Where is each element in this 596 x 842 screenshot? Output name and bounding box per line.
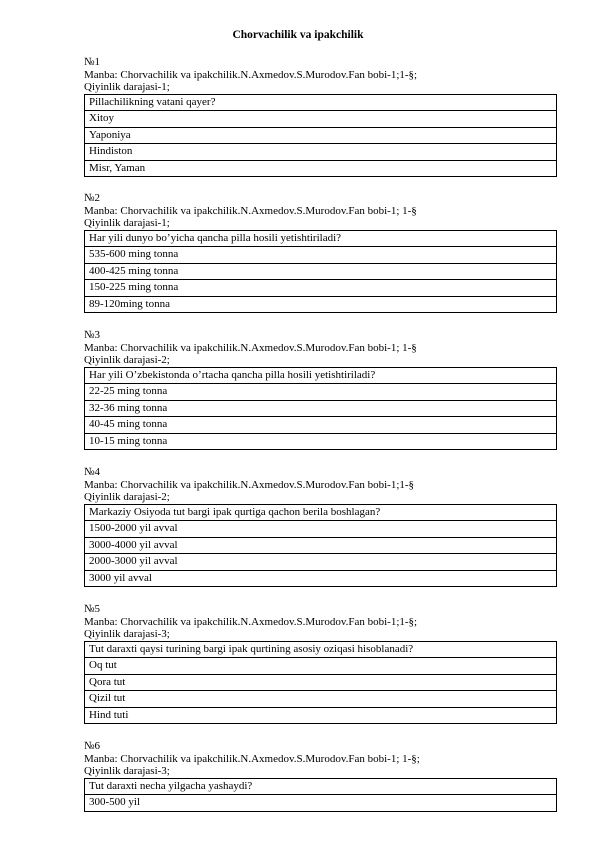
question-source: Manba: Chorvachilik va ipakchilik.N.Axmedov.S.Murodov.Fan bobi-1;1-§; [84, 615, 418, 628]
question-level: Qiyinlik darajasi-1; [84, 81, 170, 93]
question-level: Qiyinlik darajasi-3; [84, 628, 170, 640]
question-block-2 [84, 192, 557, 313]
question-block-5 [84, 603, 557, 724]
answer-option: 400-425 ming tonna [85, 263, 557, 280]
question-block-4 [84, 466, 557, 587]
question-source: Manba: Chorvachilik va ipakchilik.N.Axmedov.S.Murodov.Fan bobi-1;1-§ [84, 478, 415, 491]
question-text: Markaziy Osiyoda tut bargi ipak qurtiga qachon berila boshlagan? [85, 504, 557, 521]
question-source: Manba: Chorvachilik va ipakchilik.N.Axmedov.S.Murodov.Fan bobi-1; 1-§ [84, 341, 417, 354]
question-number: №6 [84, 740, 100, 752]
answer-option: Xitoy [85, 111, 557, 128]
question-meta [84, 466, 557, 504]
question-level: Qiyinlik darajasi-1; [84, 217, 170, 229]
answer-option: Misr, Yaman [85, 160, 557, 177]
answer-option: 150-225 ming tonna [85, 280, 557, 297]
question-block-1 [84, 56, 557, 177]
answer-option: Oq tut [85, 658, 557, 675]
question-table [84, 94, 557, 178]
answer-option: 32-36 ming tonna [85, 400, 557, 417]
question-meta [84, 740, 557, 778]
answer-option: Hind tuti [85, 707, 557, 724]
question-number: №5 [84, 603, 100, 615]
question-table [84, 641, 557, 725]
answer-option: 2000-3000 yil avval [85, 554, 557, 571]
question-meta [84, 329, 557, 367]
question-level: Qiyinlik darajasi-2; [84, 491, 170, 503]
question-number: №3 [84, 329, 100, 341]
question-text: Har yili dunyo bo’yicha qancha pilla hosili yetishtiriladi? [85, 230, 557, 247]
question-meta [84, 56, 557, 94]
question-table [84, 778, 557, 812]
question-level: Qiyinlik darajasi-2; [84, 354, 170, 366]
question-text: Tut daraxti necha yilgacha yashaydi? [85, 778, 557, 795]
answer-option: 300-500 yil [85, 795, 557, 812]
answer-option: Hindiston [85, 144, 557, 161]
question-meta [84, 192, 557, 230]
question-table [84, 230, 557, 314]
question-number: №1 [84, 56, 100, 68]
answer-option: 3000-4000 yil avval [85, 537, 557, 554]
document-title: Chorvachilik va ipakchilik [232, 29, 364, 41]
answer-option: 3000 yil avval [85, 570, 557, 587]
question-number: №4 [84, 466, 100, 478]
question-level: Qiyinlik darajasi-3; [84, 765, 170, 777]
answer-option: 10-15 ming tonna [85, 433, 557, 450]
answer-option: 40-45 ming tonna [85, 417, 557, 434]
answer-option: 22-25 ming tonna [85, 384, 557, 401]
answer-option: 535-600 ming tonna [85, 247, 557, 264]
answer-option: 1500-2000 yil avval [85, 521, 557, 538]
question-table [84, 367, 557, 451]
answer-option: Yaponiya [85, 127, 557, 144]
question-meta [84, 603, 557, 641]
answer-option: Qizil tut [85, 691, 557, 708]
answer-option: 89-120ming tonna [85, 296, 557, 313]
question-table [84, 504, 557, 588]
question-block-3 [84, 329, 557, 450]
question-number: №2 [84, 192, 100, 204]
question-source: Manba: Chorvachilik va ipakchilik.N.Axmedov.S.Murodov.Fan bobi-1;1-§; [84, 68, 418, 81]
question-block-6 [84, 740, 557, 812]
question-text: Tut daraxti qaysi turining bargi ipak qurtining asosiy oziqasi hisoblanadi? [85, 641, 557, 658]
question-text: Har yili O’zbekistonda o’rtacha qancha pilla hosili yetishtiriladi? [85, 367, 557, 384]
question-text: Pillachilikning vatani qayer? [85, 94, 557, 111]
question-source: Manba: Chorvachilik va ipakchilik.N.Axmedov.S.Murodov.Fan bobi-1; 1-§ [84, 204, 417, 217]
answer-option: Qora tut [85, 674, 557, 691]
question-source: Manba: Chorvachilik va ipakchilik.N.Axmedov.S.Murodov.Fan bobi-1; 1-§; [84, 752, 420, 765]
